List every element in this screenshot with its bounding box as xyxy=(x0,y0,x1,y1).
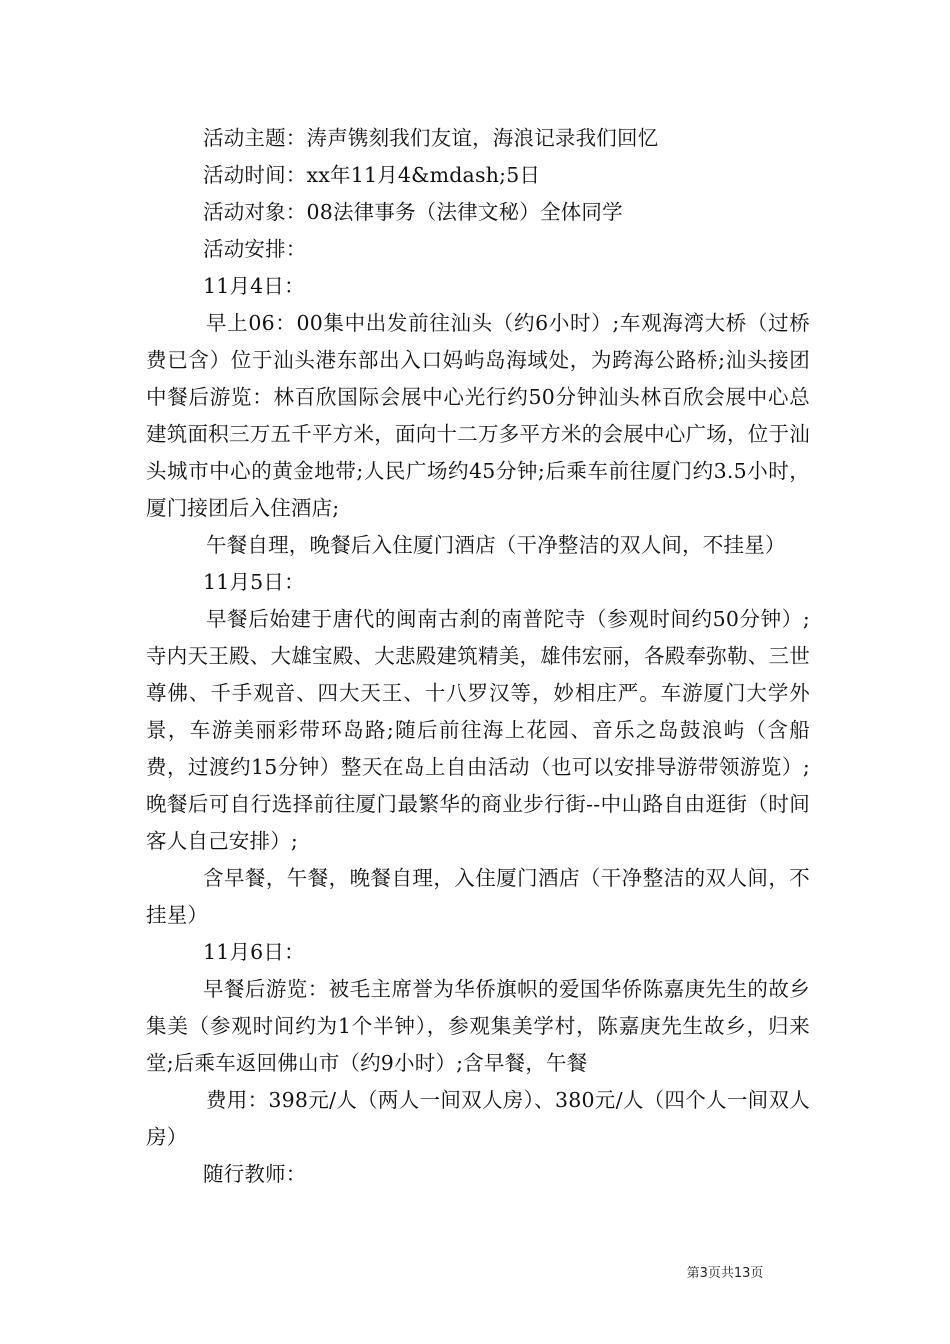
activity-theme: 活动主题：涛声镌刻我们友谊，海浪记录我们回忆 xyxy=(203,126,659,150)
activity-target: 活动对象：08法律事务（法律文秘）全体同学 xyxy=(203,200,623,224)
day1-heading: 11月4日： xyxy=(203,274,305,298)
accompanying-teacher: 随行教师： xyxy=(203,1162,307,1186)
page-indicator: 第3页共13页 xyxy=(686,1266,764,1281)
document-body xyxy=(146,120,810,1193)
activity-time: 活动时间：xx年11月4&mdash;5日 xyxy=(203,163,541,187)
day1-meals-note: 午餐自理，晚餐后入住厦门酒店（干净整洁的双人间，不挂星） xyxy=(206,533,786,557)
day2-meals-note: 含早餐，午餐，晚餐自理，入住厦门酒店（干净整洁的双人间，不挂星） xyxy=(146,866,810,927)
day2-heading: 11月5日： xyxy=(203,570,305,594)
day1-itinerary: 早上06：00集中出发前往汕头（约6小时）;车观海湾大桥（过桥费已含）位于汕头港东部出入口妈屿岛海域处，为跨海公路桥;汕头接团中餐后游览：林百欣国际会展中心光行约50分钟汕头林百欣会展中心总建筑面积三万五千平方米，面向十二万多平方米的会展中心广场，位于汕头城市中心的黄金地带;人民广场约45分钟;后乘车前往厦门约3.5小时，厦门接团后入住酒店; xyxy=(146,311,810,520)
day3-heading: 11月6日： xyxy=(203,940,305,964)
page-footer xyxy=(0,1262,950,1281)
day3-itinerary: 早餐后游览：被毛主席誉为华侨旗帜的爱国华侨陈嘉庚先生的故乡集美（参观时间约为1个半钟），参观集美学村，陈嘉庚先生故乡，归来堂;后乘车返回佛山市（约9小时）;含早餐，午餐 xyxy=(146,977,810,1075)
day2-itinerary: 早餐后始建于唐代的闽南古刹的南普陀寺（参观时间约50分钟）;寺内天王殿、大雄宝殿、大悲殿建筑精美，雄伟宏丽，各殿奉弥勒、三世尊佛、千手观音、四大天王、十八罗汉等，妙相庄严。车游厦门大学外景，车游美丽彩带环岛路;随后前往海上花园、音乐之岛鼓浪屿（含船费，过渡约15分钟）整天在岛上自由活动（也可以安排导游带领游览）;晚餐后可自行选择前往厦门最繁华的商业步行街--中山路自由逛街（时间客人自己安排）; xyxy=(146,607,810,853)
activity-arrangement-label: 活动安排： xyxy=(203,237,307,261)
fee-info: 费用：398元/人（两人一间双人房）、380元/人（四个人一间双人房） xyxy=(146,1088,810,1149)
